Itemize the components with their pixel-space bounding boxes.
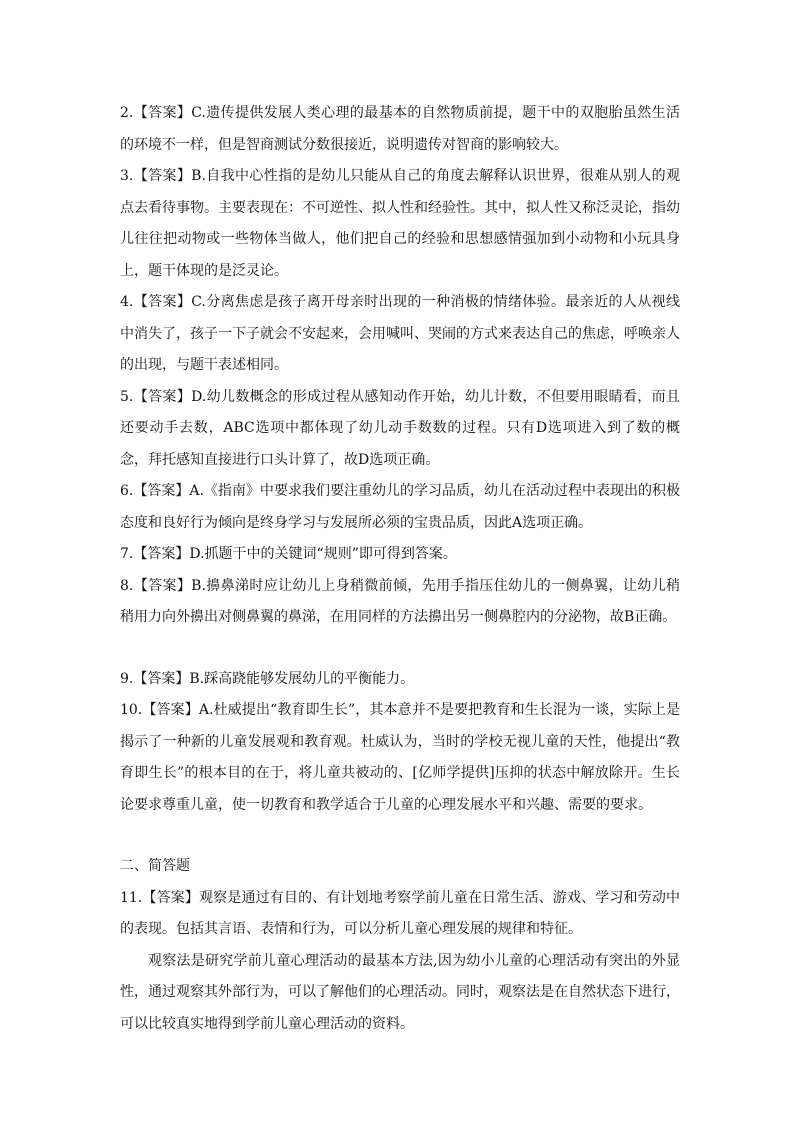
section-title-short-answer: 二、简答题 — [120, 858, 190, 874]
answer-11: 11.【答案】观察是通过有目的、有计划地考察学前儿童在日常生活、游戏、学习和劳动中的表现。包括其言语、表情和行为，可以分析儿童心理发展的规律和特征。 — [120, 889, 680, 937]
answer-9: 9.【答案】B.踩高跷能够发展幼儿的平衡能力。 — [120, 670, 415, 687]
answer-5: 5.【答案】D.幼儿数概念的形成过程从感知动作开始，幼儿计数，不但要用眼睛看，而且还要动手去数，ABC选项中都体现了幼儿动手数数的过程。只有D选项进入到了数的概念，拜托感知直接进行口头计算了，故D选项正确。 — [120, 388, 680, 468]
answer-2: 2.【答案】C.遗传提供发展人类心理的最基本的自然物质前提，题干中的双胞胎虽然生活的环境不一样，但是智商测试分数很接近，说明遗传对智商的影响较大。 — [120, 105, 680, 153]
answer-10: 10.【答案】A.杜威提出“教育即生长”，其本意并不是要把教育和生长混为一谈，实际上是揭示了一种新的儿童发展观和教育观。杜威认为，当时的学校无视儿童的天性，他提出“教育即生长”的根本目的在于，将儿童共被动的、[亿师学提供]压抑的状态中解放除开。生长论要求尊重儿童，使一切教育和教学适合于儿童的心理发展水平和兴趣、需要的要求。 — [120, 702, 680, 813]
answer-3: 3.【答案】B.自我中心性指的是幼儿只能从自己的角度去解释认识世界，很难从别人的观点去看待事物。主要表现在：不可逆性、拟人性和经验性。其中，拟人性又称泛灵论，指幼儿往往把动物或一些物体当做人，他们把自己的经验和思想感情强加到小动物和小玩具身上，题干体现的是泛灵论。 — [120, 168, 680, 279]
answer-11-continued: 观察法是研究学前儿童心理活动的最基本方法,因为幼小儿童的心理活动有突出的外显性，通过观察其外部行为，可以了解他们的心理活动。同时，观察法是在自然状态下进行，可以比较真实地得到学前儿童心理活动的资料。 — [120, 952, 680, 1032]
answer-6: 6.【答案】A.《指南》中要求我们要注重幼儿的学习品质，幼儿在活动过程中表现出的积极态度和良好行为倾向是终身学习与发展所必须的宝贵品质，因此A选项正确。 — [120, 483, 680, 531]
spacer — [120, 634, 680, 664]
answer-7: 7.【答案】D.抓题干中的关键词“规则”即可得到答案。 — [120, 546, 457, 562]
answer-4: 4.【答案】C.分离焦虑是孩子离开母亲时出现的一种消极的情绪体验。最亲近的人从视线中消失了，孩子一下子就会不安起来，会用喊叫、哭闹的方式来表达自己的焦虑，呼唤亲人的出现，与题干表述相同。 — [120, 294, 680, 373]
answer-content — [120, 98, 680, 1040]
answer-8: 8.【答案】B.擤鼻涕时应让幼儿上身稍微前倾，先用手指压住幼儿的一侧鼻翼，让幼儿稍稍用力向外擤出对侧鼻翼的鼻涕，在用同样的方法擤出另一侧鼻腔内的分泌物，故B正确。 — [120, 577, 680, 625]
spacer — [120, 821, 680, 851]
